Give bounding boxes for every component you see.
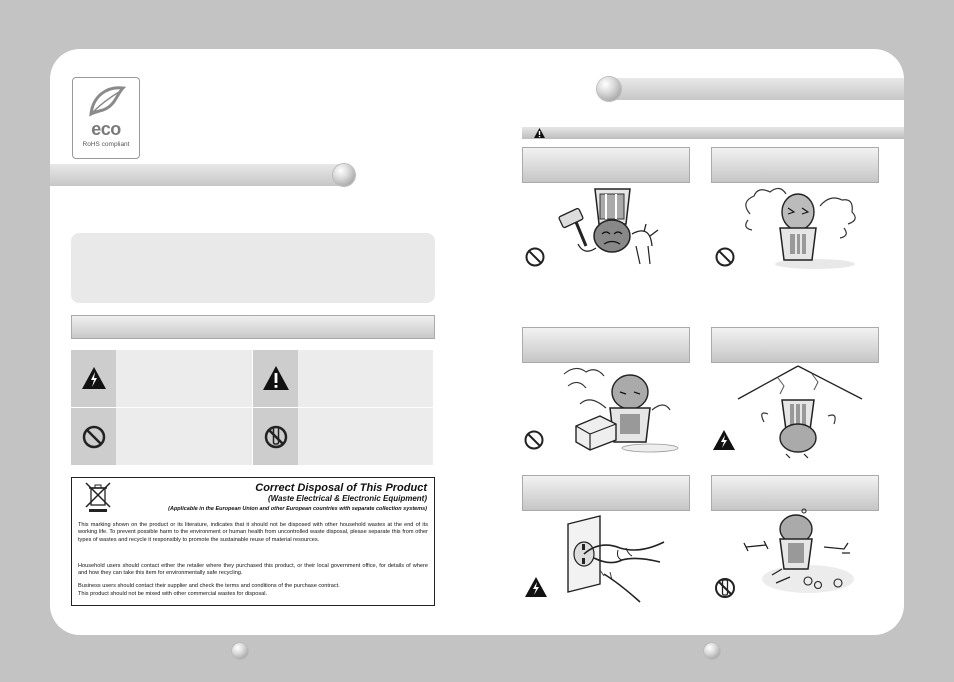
wet-hand-plug-illustration: [560, 514, 670, 604]
disposal-title: Correct Disposal of This Product: [255, 482, 427, 494]
disposal-paragraph-1: This marking shown on the product or its literature, indicates that it should not be disposed with other household wastes at the end of its working life. To prevent possible harm to the environment or human health from uncontrolled waste disposal, please separate this from other types of wastes and recycle it responsibly to promote the sustainable reuse of material resources.: [78, 522, 428, 543]
card-title-scatter: [711, 475, 879, 511]
prohibited-icon: [715, 247, 735, 267]
hammer-illustration: [540, 184, 670, 269]
crossed-bin-icon: [85, 482, 111, 512]
prohibited-icon: [524, 430, 544, 450]
page-number-bullet-right: [704, 643, 720, 659]
section-heading-bar: [610, 78, 904, 100]
disposal-paragraph-3: Business users should contact their supplier and check the terms and conditions of the purchase contract.: [78, 583, 340, 589]
page-number-bullet-left: [232, 643, 248, 659]
disposal-paragraph-2: Household users should contact either the retailer where they purchased this product, or their local government office, for details of where and how they can take this item for environmentally safe recycling.: [78, 563, 428, 577]
card-title-ceiling: [711, 327, 879, 363]
card-title-plug: [522, 475, 690, 511]
smoke-illustration: [740, 184, 860, 269]
section-heading-bar: [50, 164, 340, 186]
card-title-smoke: [711, 147, 879, 183]
symbol-description: [116, 408, 252, 465]
weee-disposal-box: [71, 477, 435, 606]
disposal-subtitle: (Waste Electrical & Electronic Equipment): [267, 494, 427, 503]
symbol-description: [298, 350, 433, 407]
manual-spread: [50, 49, 904, 635]
symbol-description: [298, 408, 433, 465]
symbol-cell: [253, 408, 298, 465]
lightning-warning-icon: [713, 430, 735, 450]
symbol-cell: [253, 350, 298, 407]
warning-subbar: [522, 127, 904, 139]
lightning-warning-icon: [525, 577, 547, 597]
symbol-cell: [71, 408, 116, 465]
ceiling-mount-illustration: [738, 364, 862, 459]
symbols-section-bar: [71, 315, 435, 339]
do-not-disassemble-icon: [264, 424, 288, 450]
warning-triangle-icon: [534, 128, 545, 138]
rohs-label: RoHS compliant: [82, 141, 130, 148]
symbol-description: [116, 350, 252, 407]
notice-box: [71, 233, 435, 303]
exclamation-warning-icon: [263, 366, 289, 390]
water-spill-illustration: [560, 364, 680, 454]
prohibited-icon: [82, 425, 106, 449]
heading-bullet: [333, 164, 355, 186]
prohibited-icon: [525, 247, 545, 267]
do-not-disassemble-icon: [714, 577, 736, 599]
eco-word: eco: [91, 119, 121, 139]
card-title-water: [522, 327, 690, 363]
disposal-paragraph-4: This product should not be mixed with other commercial wastes for disposal.: [78, 591, 268, 597]
disposal-applicability: (Applicable in the European Union and other European countries with separate collection systems): [168, 506, 427, 512]
leaf-icon: [87, 84, 125, 118]
heading-bullet: [597, 77, 621, 101]
lightning-warning-icon: [82, 367, 106, 389]
symbol-cell: [71, 350, 116, 407]
card-title-hammer: [522, 147, 690, 183]
eco-logo: [72, 77, 140, 159]
disassembly-illustration: [738, 509, 858, 604]
